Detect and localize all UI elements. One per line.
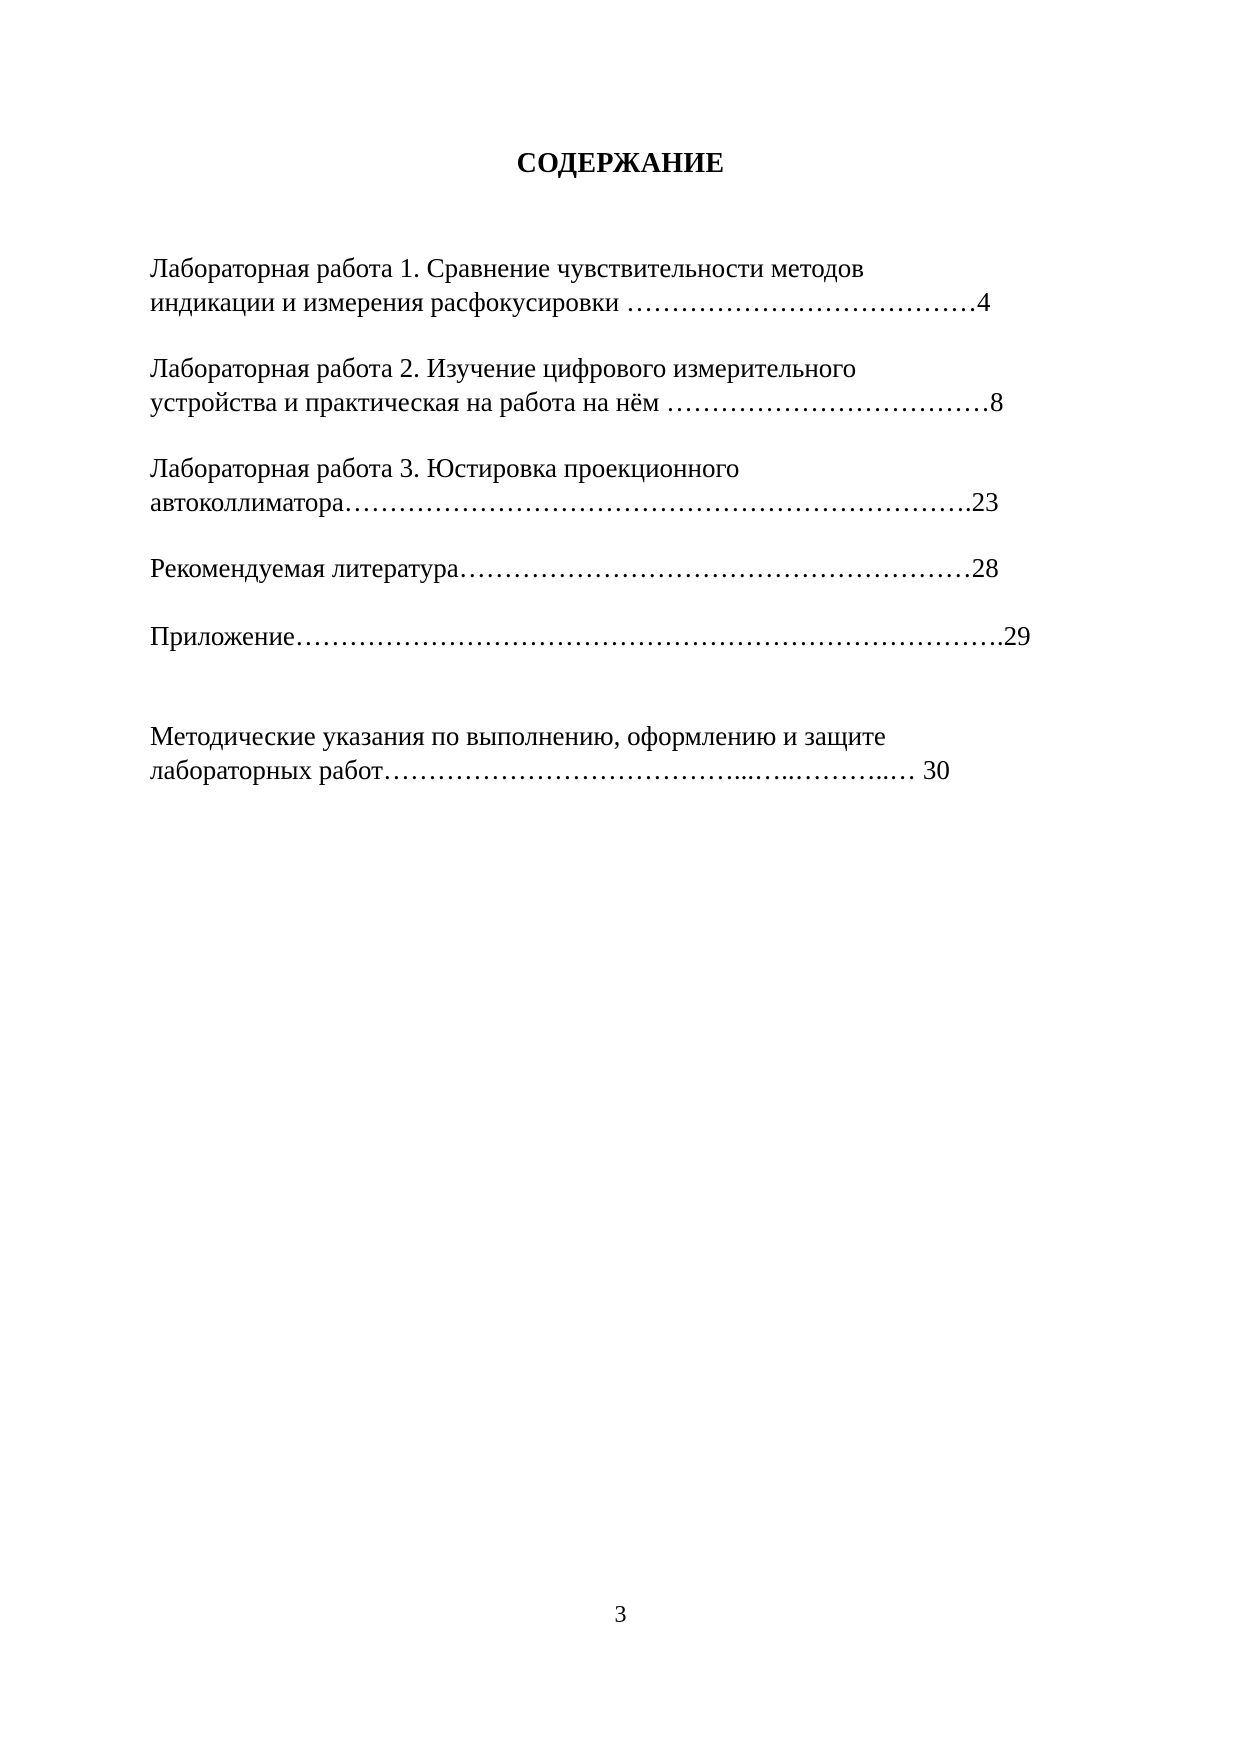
toc-entry-5: Приложение…………………………………………………………………….29	[150, 621, 1031, 651]
toc-entry-2-line-1: Лабораторная работа 2. Изучение цифрового измерительного	[150, 353, 857, 383]
toc-entry-3-line-1: Лабораторная работа 3. Юстировка проекционного	[150, 453, 740, 483]
toc-entry-1-line-1: Лабораторная работа 1. Сравнение чувствительности методов	[150, 253, 864, 283]
toc-entry-1-line-2: индикации и измерения расфокусировки …………………………………4	[150, 287, 991, 317]
toc-heading: СОДЕРЖАНИЕ	[516, 148, 725, 179]
toc-entry-2-line-2: устройства и практическая на работа на нём ………………………………8	[150, 387, 1004, 417]
toc-entry-4: Рекомендуемая литература…………………………………………………28	[150, 553, 999, 583]
toc-entry-3-line-2: автоколлиматора…………………………………………………………….23	[150, 487, 999, 517]
toc-entry-6-line-2: лабораторных работ…………………………………...…..………..… 30	[150, 755, 950, 785]
page-number: 3	[614, 1602, 627, 1628]
toc-entry-6-line-1: Методические указания по выполнению, оформлению и защите	[150, 721, 886, 751]
